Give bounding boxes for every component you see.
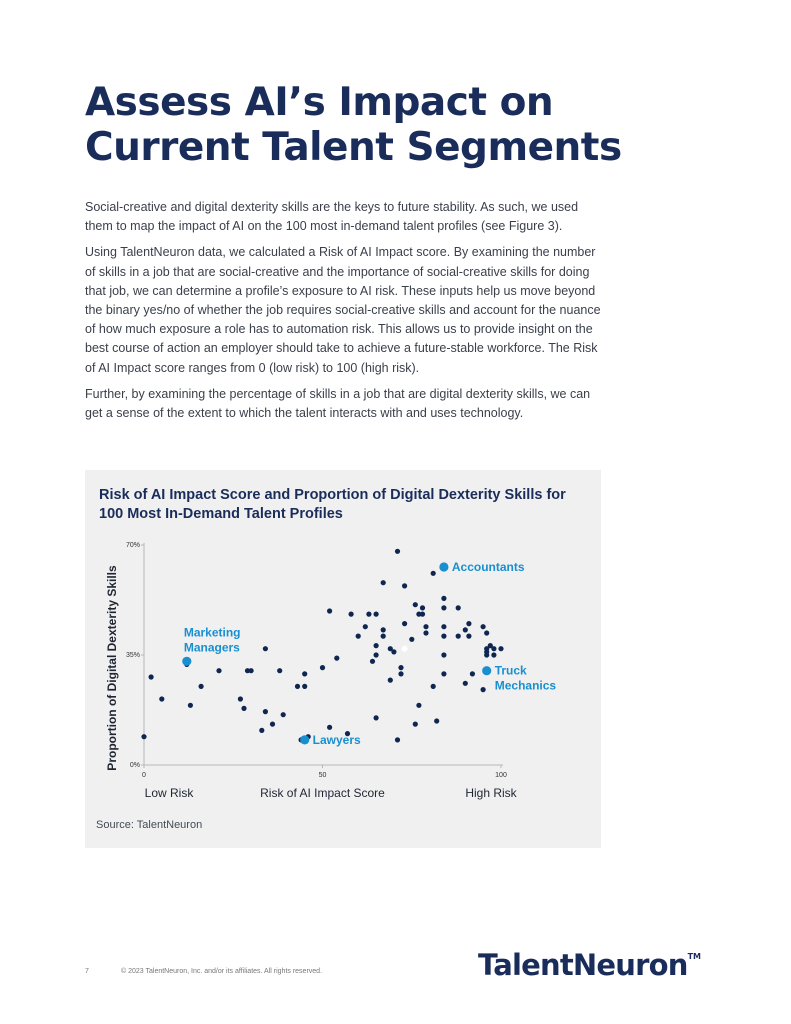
data-point (356, 634, 361, 639)
data-point (420, 612, 425, 617)
data-point (263, 646, 268, 651)
x-axis-title: Risk of AI Impact Score (260, 786, 385, 800)
y-tick-label: 35% (125, 652, 140, 659)
data-point (441, 605, 446, 610)
data-point (334, 656, 339, 661)
data-point (381, 634, 386, 639)
figure-source: Source: TalentNeuron (96, 819, 203, 831)
data-point (431, 571, 436, 576)
highlight-label-accountants (452, 560, 525, 574)
data-point (295, 684, 300, 689)
data-point (420, 605, 425, 610)
data-point (484, 630, 489, 635)
data-point (466, 634, 471, 639)
data-point (320, 665, 325, 670)
data-point (381, 580, 386, 585)
data-point (374, 643, 379, 648)
paragraph-intro: Social-creative and digital dexterity skills are the keys to future stability. As such, we used them to map the impact of AI on the 100 most in-demand talent profiles (see Figure 3). (85, 200, 579, 234)
data-point (441, 671, 446, 676)
highlight-label-lawyers (313, 733, 361, 747)
data-point (413, 602, 418, 607)
data-point (466, 621, 471, 626)
y-axis-title: Proportion of Digital Dexterity Skills (105, 565, 119, 771)
data-point (249, 668, 254, 673)
data-point (398, 665, 403, 670)
logo-trademark: TM (687, 952, 702, 961)
page-title-line-1: Assess AI’s Impact on (85, 80, 554, 125)
data-point (277, 668, 282, 673)
data-point (481, 687, 486, 692)
data-point-white (402, 646, 408, 652)
logo-text: TalentNeuron (478, 948, 688, 982)
data-point (423, 630, 428, 635)
body-text (85, 198, 605, 430)
talentneuron-logo (478, 948, 701, 982)
highlight-label-line: Marketing (183, 625, 241, 640)
data-point (463, 681, 468, 686)
data-point (398, 671, 403, 676)
highlight-label-line: Mechanics (494, 678, 557, 693)
data-point (216, 668, 221, 673)
data-point (463, 627, 468, 632)
data-point (402, 621, 407, 626)
data-point (434, 718, 439, 723)
data-point (470, 671, 475, 676)
page-title-line-2: Current Talent Segments (85, 125, 622, 170)
data-point (491, 646, 496, 651)
data-point (327, 725, 332, 730)
data-point (395, 737, 400, 742)
data-point (270, 722, 275, 727)
y-tick-label: 0% (129, 762, 140, 769)
highlight-label-line: Accountants (451, 560, 525, 574)
highlight-label-line: Truck (494, 663, 527, 678)
highlight-point-marketing-managers (182, 657, 191, 666)
data-point (441, 634, 446, 639)
data-point (402, 583, 407, 588)
data-point (199, 684, 204, 689)
highlight-point-accountants (439, 562, 448, 571)
page-number: 7 (85, 968, 89, 975)
data-point (366, 612, 371, 617)
data-point (388, 678, 393, 683)
data-point (409, 637, 414, 642)
data-point (441, 652, 446, 657)
data-point (423, 624, 428, 629)
data-point (141, 734, 146, 739)
highlight-label-line: Managers (183, 640, 240, 655)
data-point (302, 671, 307, 676)
page-title (85, 80, 725, 170)
highlight-label-truck-mechanics (495, 664, 557, 693)
data-point (441, 624, 446, 629)
data-point (431, 684, 436, 689)
data-point (259, 728, 264, 733)
data-point (416, 703, 421, 708)
paragraph-digital-dexterity: Further, by examining the percentage of skills in a job that are digital dexterity skills, we can get a sense of the extent to which the talent interacts with and uses technology. (85, 386, 591, 421)
scatter-chart (85, 470, 601, 848)
x-tick-label: 50 (318, 772, 327, 779)
data-point (149, 674, 154, 679)
data-point (370, 659, 375, 664)
data-point (413, 722, 418, 727)
data-point (481, 624, 486, 629)
data-point (238, 696, 243, 701)
figure-3 (85, 470, 601, 848)
data-point (456, 605, 461, 610)
data-point (188, 703, 193, 708)
highlight-label-marketing-managers (184, 625, 241, 654)
data-point (327, 608, 332, 613)
data-point (302, 684, 307, 689)
highlight-point-lawyers (300, 735, 309, 744)
data-point (349, 612, 354, 617)
x-axis-high-label: High Risk (465, 786, 517, 800)
data-point (395, 549, 400, 554)
data-point (374, 715, 379, 720)
data-point (381, 627, 386, 632)
data-point (374, 652, 379, 657)
figure-title: Risk of AI Impact Score and Proportion of Digital Dexterity Skills for 100 Most In-Demand Talent Profiles (99, 487, 566, 522)
paragraph-risk-score: Using TalentNeuron data, we calculated a Risk of AI Impact score. By examining the number of skills in a job that are social-creative and the importance of social-creative skills for doing that job, we can determine a profile’s exposure to AI risk. These inputs help us move beyond the binary yes/no of whether the job requires social-creative skills and account for the nuance of how much exposure a role has to automation risk. This allows us to provide insight on the best course of action an employer should take to achieve a future-stable workforce. The Risk of AI Impact score ranges from 0 (low risk) to 100 (high risk). (85, 245, 601, 375)
data-point (391, 649, 396, 654)
copyright-notice: © 2023 TalentNeuron, Inc. and/or its affiliates. All rights reserved. (121, 968, 323, 975)
data-point (263, 709, 268, 714)
data-point (441, 596, 446, 601)
data-point (491, 652, 496, 657)
data-point (456, 634, 461, 639)
y-tick-label: 70% (125, 542, 140, 549)
data-point (281, 712, 286, 717)
highlight-label-line: Lawyers (312, 732, 361, 747)
data-point (159, 696, 164, 701)
data-point (498, 646, 503, 651)
data-point (241, 706, 246, 711)
x-axis-low-label: Low Risk (144, 786, 194, 800)
x-tick-label: 100 (495, 772, 507, 779)
data-point (363, 624, 368, 629)
highlight-point-truck-mechanics (482, 666, 491, 675)
x-tick-label: 0 (142, 772, 146, 779)
data-point (374, 612, 379, 617)
